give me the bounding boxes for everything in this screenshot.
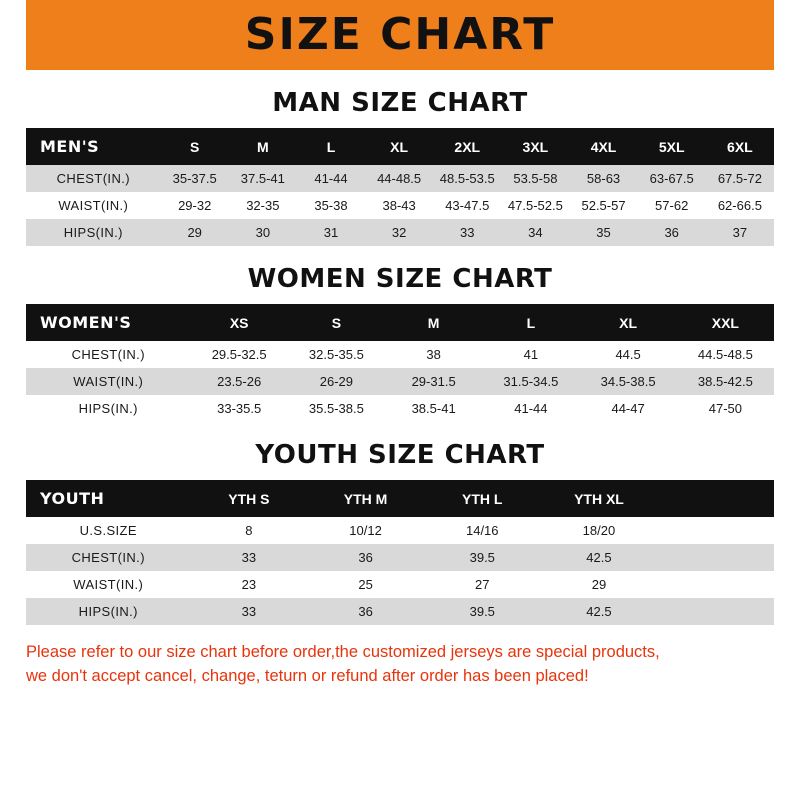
- women-header-xs: XS: [191, 304, 288, 341]
- youth-chest-label: CHEST(IN.): [26, 544, 191, 571]
- men-waist-xl: 38-43: [365, 192, 433, 219]
- youth-ussize-m: 10/12: [307, 517, 424, 544]
- men-hips-3xl: 34: [501, 219, 569, 246]
- youth-header-xl: YTH XL: [541, 480, 658, 517]
- youth-waist-label: WAIST(IN.): [26, 571, 191, 598]
- youth-chest-xl: 42.5: [541, 544, 658, 571]
- women-header-m: M: [385, 304, 482, 341]
- banner-edge-right: [774, 0, 800, 70]
- women-hips-xs: 33-35.5: [191, 395, 288, 422]
- women-header-l: L: [482, 304, 579, 341]
- table-row: [26, 517, 774, 544]
- table-row: [26, 571, 774, 598]
- men-chest-4xl: 58-63: [569, 165, 637, 192]
- table-row: [26, 165, 774, 192]
- women-table-body: [26, 341, 774, 422]
- men-waist-3xl: 47.5-52.5: [501, 192, 569, 219]
- table-header-row: [26, 304, 774, 341]
- men-header-xl: XL: [365, 128, 433, 165]
- men-waist-m: 32-35: [229, 192, 297, 219]
- men-hips-label: HIPS(IN.): [26, 219, 161, 246]
- women-chest-label: CHEST(IN.): [26, 341, 191, 368]
- men-hips-5xl: 36: [638, 219, 706, 246]
- youth-hips-s: 33: [191, 598, 308, 625]
- youth-hips-xl: 42.5: [541, 598, 658, 625]
- women-waist-xs: 23.5-26: [191, 368, 288, 395]
- youth-header-m: YTH M: [307, 480, 424, 517]
- men-waist-4xl: 52.5-57: [569, 192, 637, 219]
- order-notice: [26, 641, 774, 689]
- youth-chest-s: 33: [191, 544, 308, 571]
- women-waist-l: 31.5-34.5: [482, 368, 579, 395]
- table-header-row: [26, 480, 774, 517]
- men-waist-s: 29-32: [161, 192, 229, 219]
- women-waist-m: 29-31.5: [385, 368, 482, 395]
- youth-hips-m: 36: [307, 598, 424, 625]
- women-chest-m: 38: [385, 341, 482, 368]
- men-chest-3xl: 53.5-58: [501, 165, 569, 192]
- youth-hips-blank: [657, 598, 774, 625]
- women-waist-label: WAIST(IN.): [26, 368, 191, 395]
- youth-waist-xl: 29: [541, 571, 658, 598]
- men-hips-2xl: 33: [433, 219, 501, 246]
- men-hips-l: 31: [297, 219, 365, 246]
- women-hips-xl: 44-47: [579, 395, 676, 422]
- youth-ussize-label: U.S.SIZE: [26, 517, 191, 544]
- women-waist-xxl: 38.5-42.5: [677, 368, 774, 395]
- men-hips-4xl: 35: [569, 219, 637, 246]
- women-hips-m: 38.5-41: [385, 395, 482, 422]
- men-waist-6xl: 62-66.5: [706, 192, 774, 219]
- page-title: SIZE CHART: [244, 9, 556, 60]
- table-header-row: [26, 128, 774, 165]
- women-chest-l: 41: [482, 341, 579, 368]
- men-chest-5xl: 63-67.5: [638, 165, 706, 192]
- women-table-header: [26, 304, 774, 341]
- men-header-4xl: 4XL: [569, 128, 637, 165]
- men-size-table: [26, 128, 774, 246]
- youth-chest-l: 39.5: [424, 544, 541, 571]
- men-waist-2xl: 43-47.5: [433, 192, 501, 219]
- women-chest-xl: 44.5: [579, 341, 676, 368]
- table-row: [26, 341, 774, 368]
- men-chest-label: CHEST(IN.): [26, 165, 161, 192]
- table-row: [26, 395, 774, 422]
- men-header-2xl: 2XL: [433, 128, 501, 165]
- notice-line-2: we don't accept cancel, change, teturn or refund after order has been placed!: [26, 666, 589, 685]
- men-chest-2xl: 48.5-53.5: [433, 165, 501, 192]
- women-hips-label: HIPS(IN.): [26, 395, 191, 422]
- youth-waist-s: 23: [191, 571, 308, 598]
- men-table-body: [26, 165, 774, 246]
- men-chest-l: 41-44: [297, 165, 365, 192]
- youth-header-s: YTH S: [191, 480, 308, 517]
- men-waist-5xl: 57-62: [638, 192, 706, 219]
- youth-header-blank: [657, 480, 774, 517]
- youth-table-body: [26, 517, 774, 625]
- youth-ussize-l: 14/16: [424, 517, 541, 544]
- women-header-xl: XL: [579, 304, 676, 341]
- men-header-label: MEN'S: [26, 128, 161, 165]
- women-header-xxl: XXL: [677, 304, 774, 341]
- women-size-table: [26, 304, 774, 422]
- women-section-title: WOMEN SIZE CHART: [247, 264, 553, 294]
- table-row: [26, 544, 774, 571]
- notice-line-1: Please refer to our size chart before order,the customized jerseys are special products,: [26, 643, 660, 661]
- youth-header-label: YOUTH: [26, 480, 191, 517]
- women-waist-xl: 34.5-38.5: [579, 368, 676, 395]
- women-hips-xxl: 47-50: [677, 395, 774, 422]
- table-row: [26, 192, 774, 219]
- men-header-5xl: 5XL: [638, 128, 706, 165]
- youth-waist-blank: [657, 571, 774, 598]
- women-chest-xs: 29.5-32.5: [191, 341, 288, 368]
- men-chest-s: 35-37.5: [161, 165, 229, 192]
- men-hips-s: 29: [161, 219, 229, 246]
- women-hips-s: 35.5-38.5: [288, 395, 385, 422]
- youth-waist-m: 25: [307, 571, 424, 598]
- table-row: [26, 219, 774, 246]
- youth-table-header: [26, 480, 774, 517]
- youth-section-title: YOUTH SIZE CHART: [255, 440, 545, 470]
- men-chest-6xl: 67.5-72: [706, 165, 774, 192]
- youth-hips-l: 39.5: [424, 598, 541, 625]
- youth-waist-l: 27: [424, 571, 541, 598]
- men-chest-m: 37.5-41: [229, 165, 297, 192]
- men-chest-xl: 44-48.5: [365, 165, 433, 192]
- women-hips-l: 41-44: [482, 395, 579, 422]
- women-chest-s: 32.5-35.5: [288, 341, 385, 368]
- men-header-l: L: [297, 128, 365, 165]
- youth-size-table: [26, 480, 774, 625]
- women-chest-xxl: 44.5-48.5: [677, 341, 774, 368]
- women-header-s: S: [288, 304, 385, 341]
- youth-ussize-blank: [657, 517, 774, 544]
- men-header-3xl: 3XL: [501, 128, 569, 165]
- youth-ussize-xl: 18/20: [541, 517, 658, 544]
- youth-chest-m: 36: [307, 544, 424, 571]
- men-header-s: S: [161, 128, 229, 165]
- men-table-header: [26, 128, 774, 165]
- men-section-title: MAN SIZE CHART: [272, 88, 528, 118]
- table-row: [26, 598, 774, 625]
- men-hips-m: 30: [229, 219, 297, 246]
- men-hips-xl: 32: [365, 219, 433, 246]
- youth-ussize-s: 8: [191, 517, 308, 544]
- women-header-label: WOMEN'S: [26, 304, 191, 341]
- men-hips-6xl: 37: [706, 219, 774, 246]
- youth-hips-label: HIPS(IN.): [26, 598, 191, 625]
- men-header-6xl: 6XL: [706, 128, 774, 165]
- men-header-m: M: [229, 128, 297, 165]
- men-waist-label: WAIST(IN.): [26, 192, 161, 219]
- table-row: [26, 368, 774, 395]
- women-waist-s: 26-29: [288, 368, 385, 395]
- men-waist-l: 35-38: [297, 192, 365, 219]
- banner-edge-left: [0, 0, 26, 70]
- header-banner: [0, 0, 800, 70]
- youth-chest-blank: [657, 544, 774, 571]
- youth-header-l: YTH L: [424, 480, 541, 517]
- chart-content: [0, 88, 800, 625]
